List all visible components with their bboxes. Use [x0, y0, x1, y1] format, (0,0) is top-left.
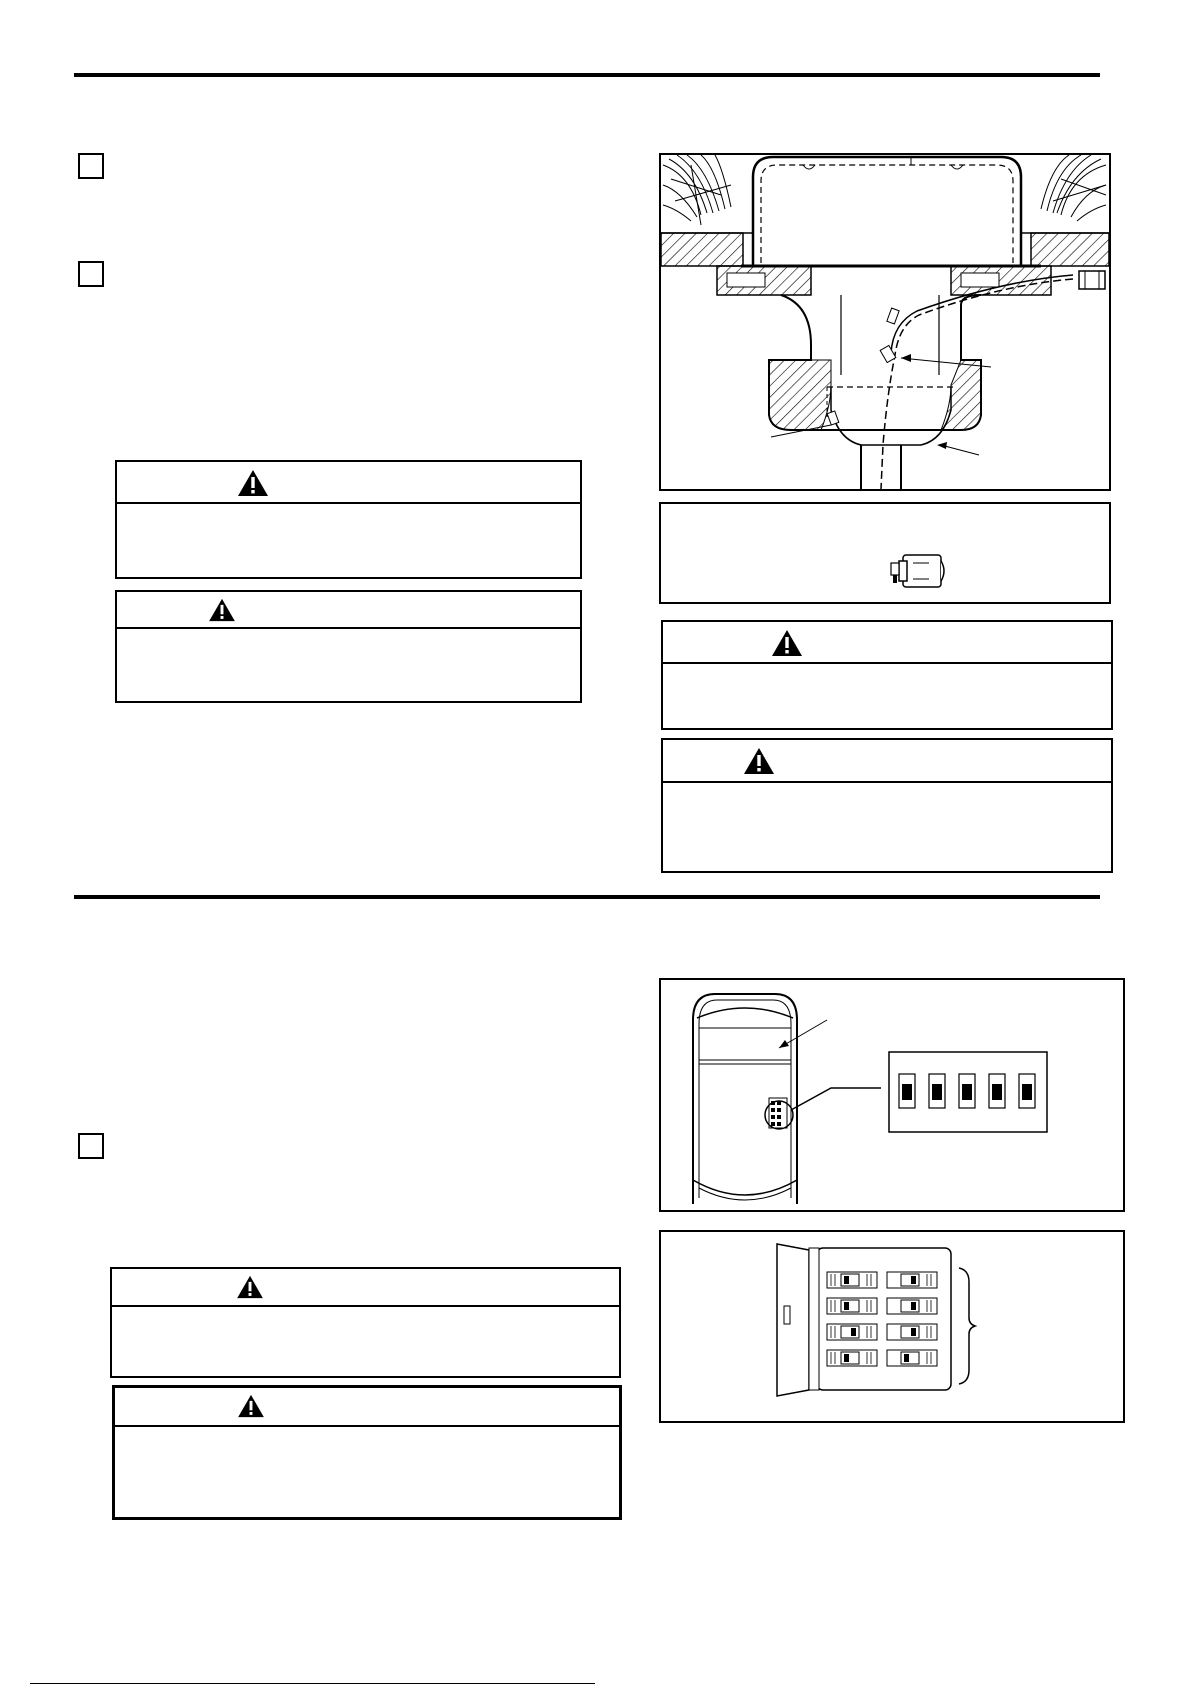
warning-header [663, 740, 1111, 783]
canopy-illustration [661, 155, 1109, 489]
warning-box-6 [112, 1385, 622, 1520]
figure-transmitter [659, 978, 1125, 1212]
step-checkbox-2[interactable] [78, 261, 104, 287]
warning-box-5 [110, 1267, 621, 1378]
warning-header [117, 592, 580, 629]
warning-icon [743, 747, 775, 775]
warning-box-3 [661, 620, 1113, 730]
figure-breaker-panel [659, 1230, 1125, 1423]
step-checkbox-1[interactable] [78, 153, 104, 179]
connector-icon [889, 551, 949, 591]
warning-icon [236, 1275, 264, 1299]
warning-box-1 [115, 460, 582, 579]
warning-icon [771, 629, 803, 657]
breaker-panel-illustration [661, 1232, 1123, 1421]
step-checkbox-3[interactable] [78, 1133, 104, 1159]
warning-box-2 [115, 590, 582, 703]
warning-header [112, 1269, 619, 1307]
section-rule-bottom [30, 1683, 595, 1684]
section-rule-top [74, 73, 1100, 77]
transmitter-illustration [661, 980, 1123, 1210]
warning-icon [208, 598, 236, 622]
warning-box-4 [661, 738, 1113, 873]
warning-header [115, 1388, 619, 1427]
wood-grain-right [1041, 155, 1106, 221]
wood-grain-left [661, 155, 743, 233]
section-rule-middle [74, 895, 1100, 899]
figure-canopy [659, 153, 1111, 491]
figure-connector [659, 502, 1111, 604]
warning-header [663, 622, 1111, 664]
warning-icon [237, 469, 269, 497]
warning-icon [237, 1394, 265, 1418]
warning-header [117, 462, 580, 504]
